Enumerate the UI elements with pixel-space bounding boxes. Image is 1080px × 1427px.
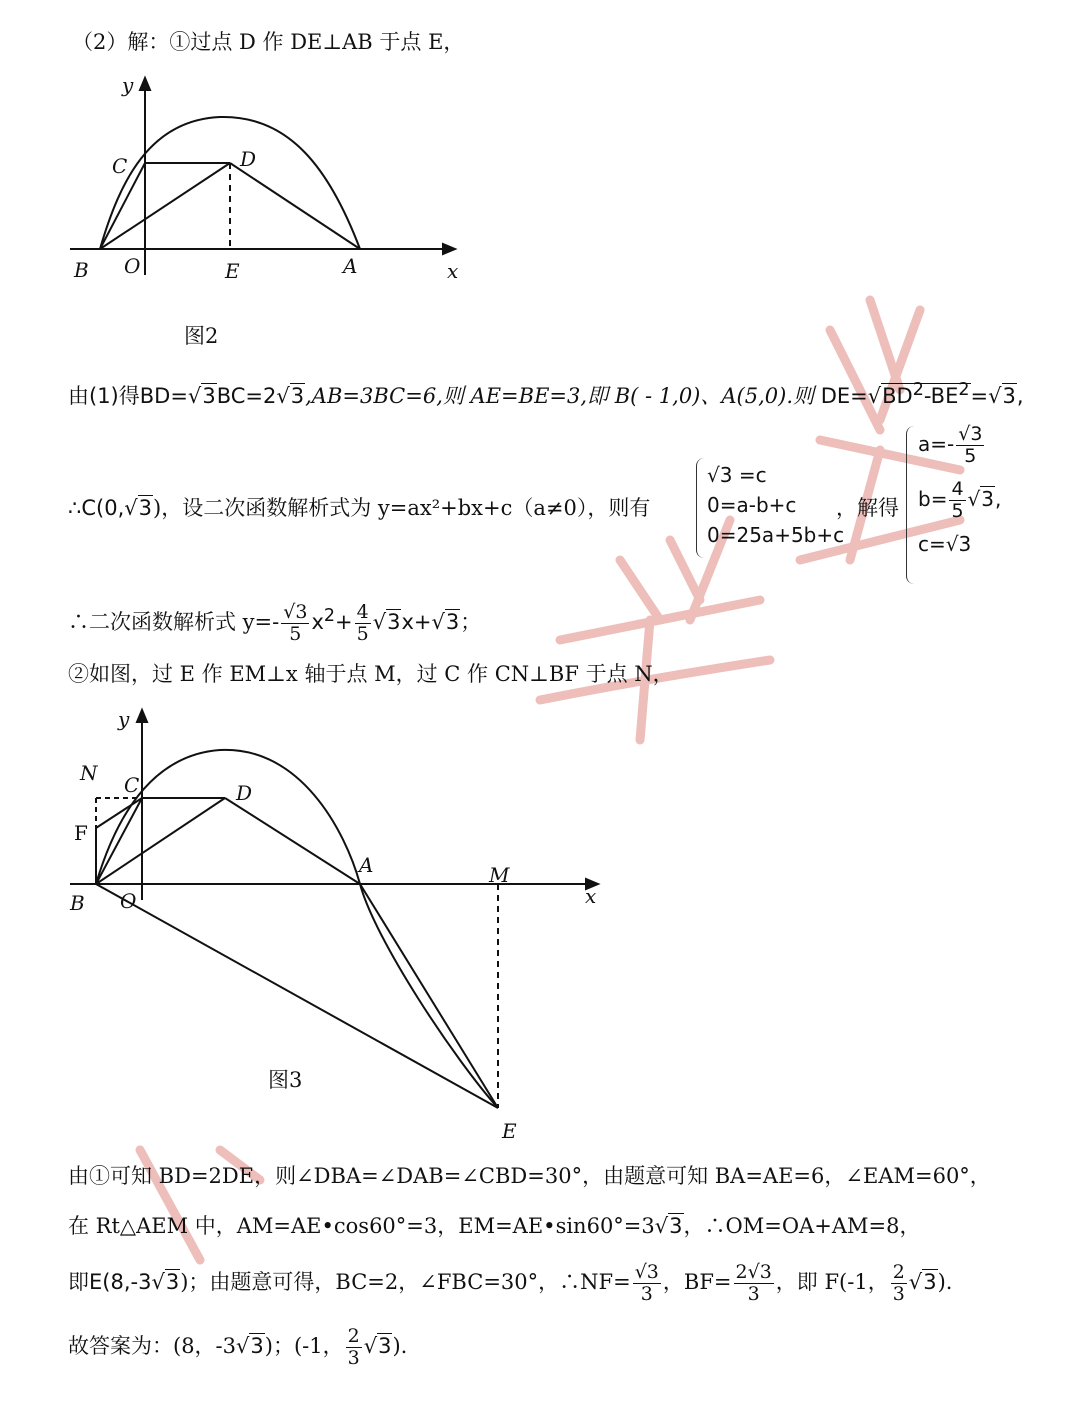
- fig2-caption: 图2: [184, 324, 219, 348]
- figure-2: [60, 70, 480, 290]
- label-D: D: [236, 781, 253, 805]
- solution-brace: [906, 426, 915, 584]
- answer-line: 故答案为：(8，-3√3)；(-1， $\frac{2}{3}$ √3).: [68, 1325, 408, 1369]
- label-O: O: [120, 889, 137, 913]
- label-y: y: [118, 707, 130, 731]
- label-B: B: [74, 258, 89, 282]
- label-E: E: [502, 1119, 517, 1143]
- figure-3: [60, 700, 620, 1150]
- label-C: C: [112, 154, 128, 178]
- label-D: D: [240, 147, 257, 171]
- line-c: ∴C(0,√3)，设二次函数解析式为 y=ax²+bx+c（a≠0），则有: [68, 496, 651, 520]
- fig3-caption: 图3: [268, 1068, 303, 1092]
- y-arrow: [137, 710, 147, 722]
- label-x: x: [585, 884, 597, 908]
- label-x: x: [447, 259, 459, 283]
- segment-bd: [96, 798, 225, 884]
- segment-bc: [96, 798, 142, 884]
- label-M: M: [489, 863, 510, 887]
- segment-ae: [360, 884, 498, 1108]
- solution-system: a=- $\frac{√3}{5}$ b= $\frac{4}{5}$ √3, c=√3: [918, 423, 1002, 556]
- label-B: B: [70, 891, 85, 915]
- part2-heading: （2）解：①过点 D 作 DE⊥AB 于点 E，: [72, 30, 465, 54]
- label-O: O: [124, 254, 141, 278]
- label-E: E: [225, 259, 240, 283]
- label-N: N: [80, 761, 98, 785]
- x-arrow: [443, 244, 455, 254]
- parabola: [96, 750, 498, 1108]
- line-angle: 由①可知 BD=2DE，则∠DBA=∠DAB=∠CBD=30°，由题意可知 BA=AE=6，∠EAM=60°，: [68, 1164, 991, 1188]
- part2b-heading: ②如图，过 E 作 EM⊥x 轴于点 M，过 C 作 CN⊥BF 于点 N，: [68, 662, 674, 686]
- label-y: y: [122, 73, 134, 97]
- line-rt: 在 Rt△AEM 中，AM=AE•cos60°=3，EM=AE•sin60°=3√3，∴OM=OA+AM=8，: [68, 1214, 921, 1238]
- line-bd: 由(1)得BD=√3BC=2√3,AB=3BC=6,则 AE=BE=3,即 B( - 1,0)、A(5,0).则 $DE=√BD^2-BE^2=√3$,: [68, 380, 1024, 408]
- system-brace: [696, 458, 705, 558]
- segment-da: [225, 798, 360, 884]
- label-A: A: [343, 254, 358, 278]
- label-A: A: [359, 853, 374, 877]
- line-parabola: ∴二次函数解析式 y=- $\frac{√3}{5}$ $x^2+$ $\frac{4}{5}$ √3x+√3；: [68, 601, 482, 645]
- solve-label: ，解得: [836, 496, 899, 520]
- equation-system: √3 =c 0=a-b+c 0=25a+5b+c: [707, 463, 845, 547]
- line-e: 即E(8,-3√3)；由题意可得，BC=2，∠FBC=30°，∴NF= $\frac{√3}{3}$ ，BF= $\frac{2√3}{3}$ ，即 F(-1， $\frac{2}{3}$ √3).: [68, 1261, 953, 1305]
- label-F: F: [74, 821, 88, 845]
- label-C: C: [124, 773, 140, 797]
- y-arrow: [140, 78, 150, 90]
